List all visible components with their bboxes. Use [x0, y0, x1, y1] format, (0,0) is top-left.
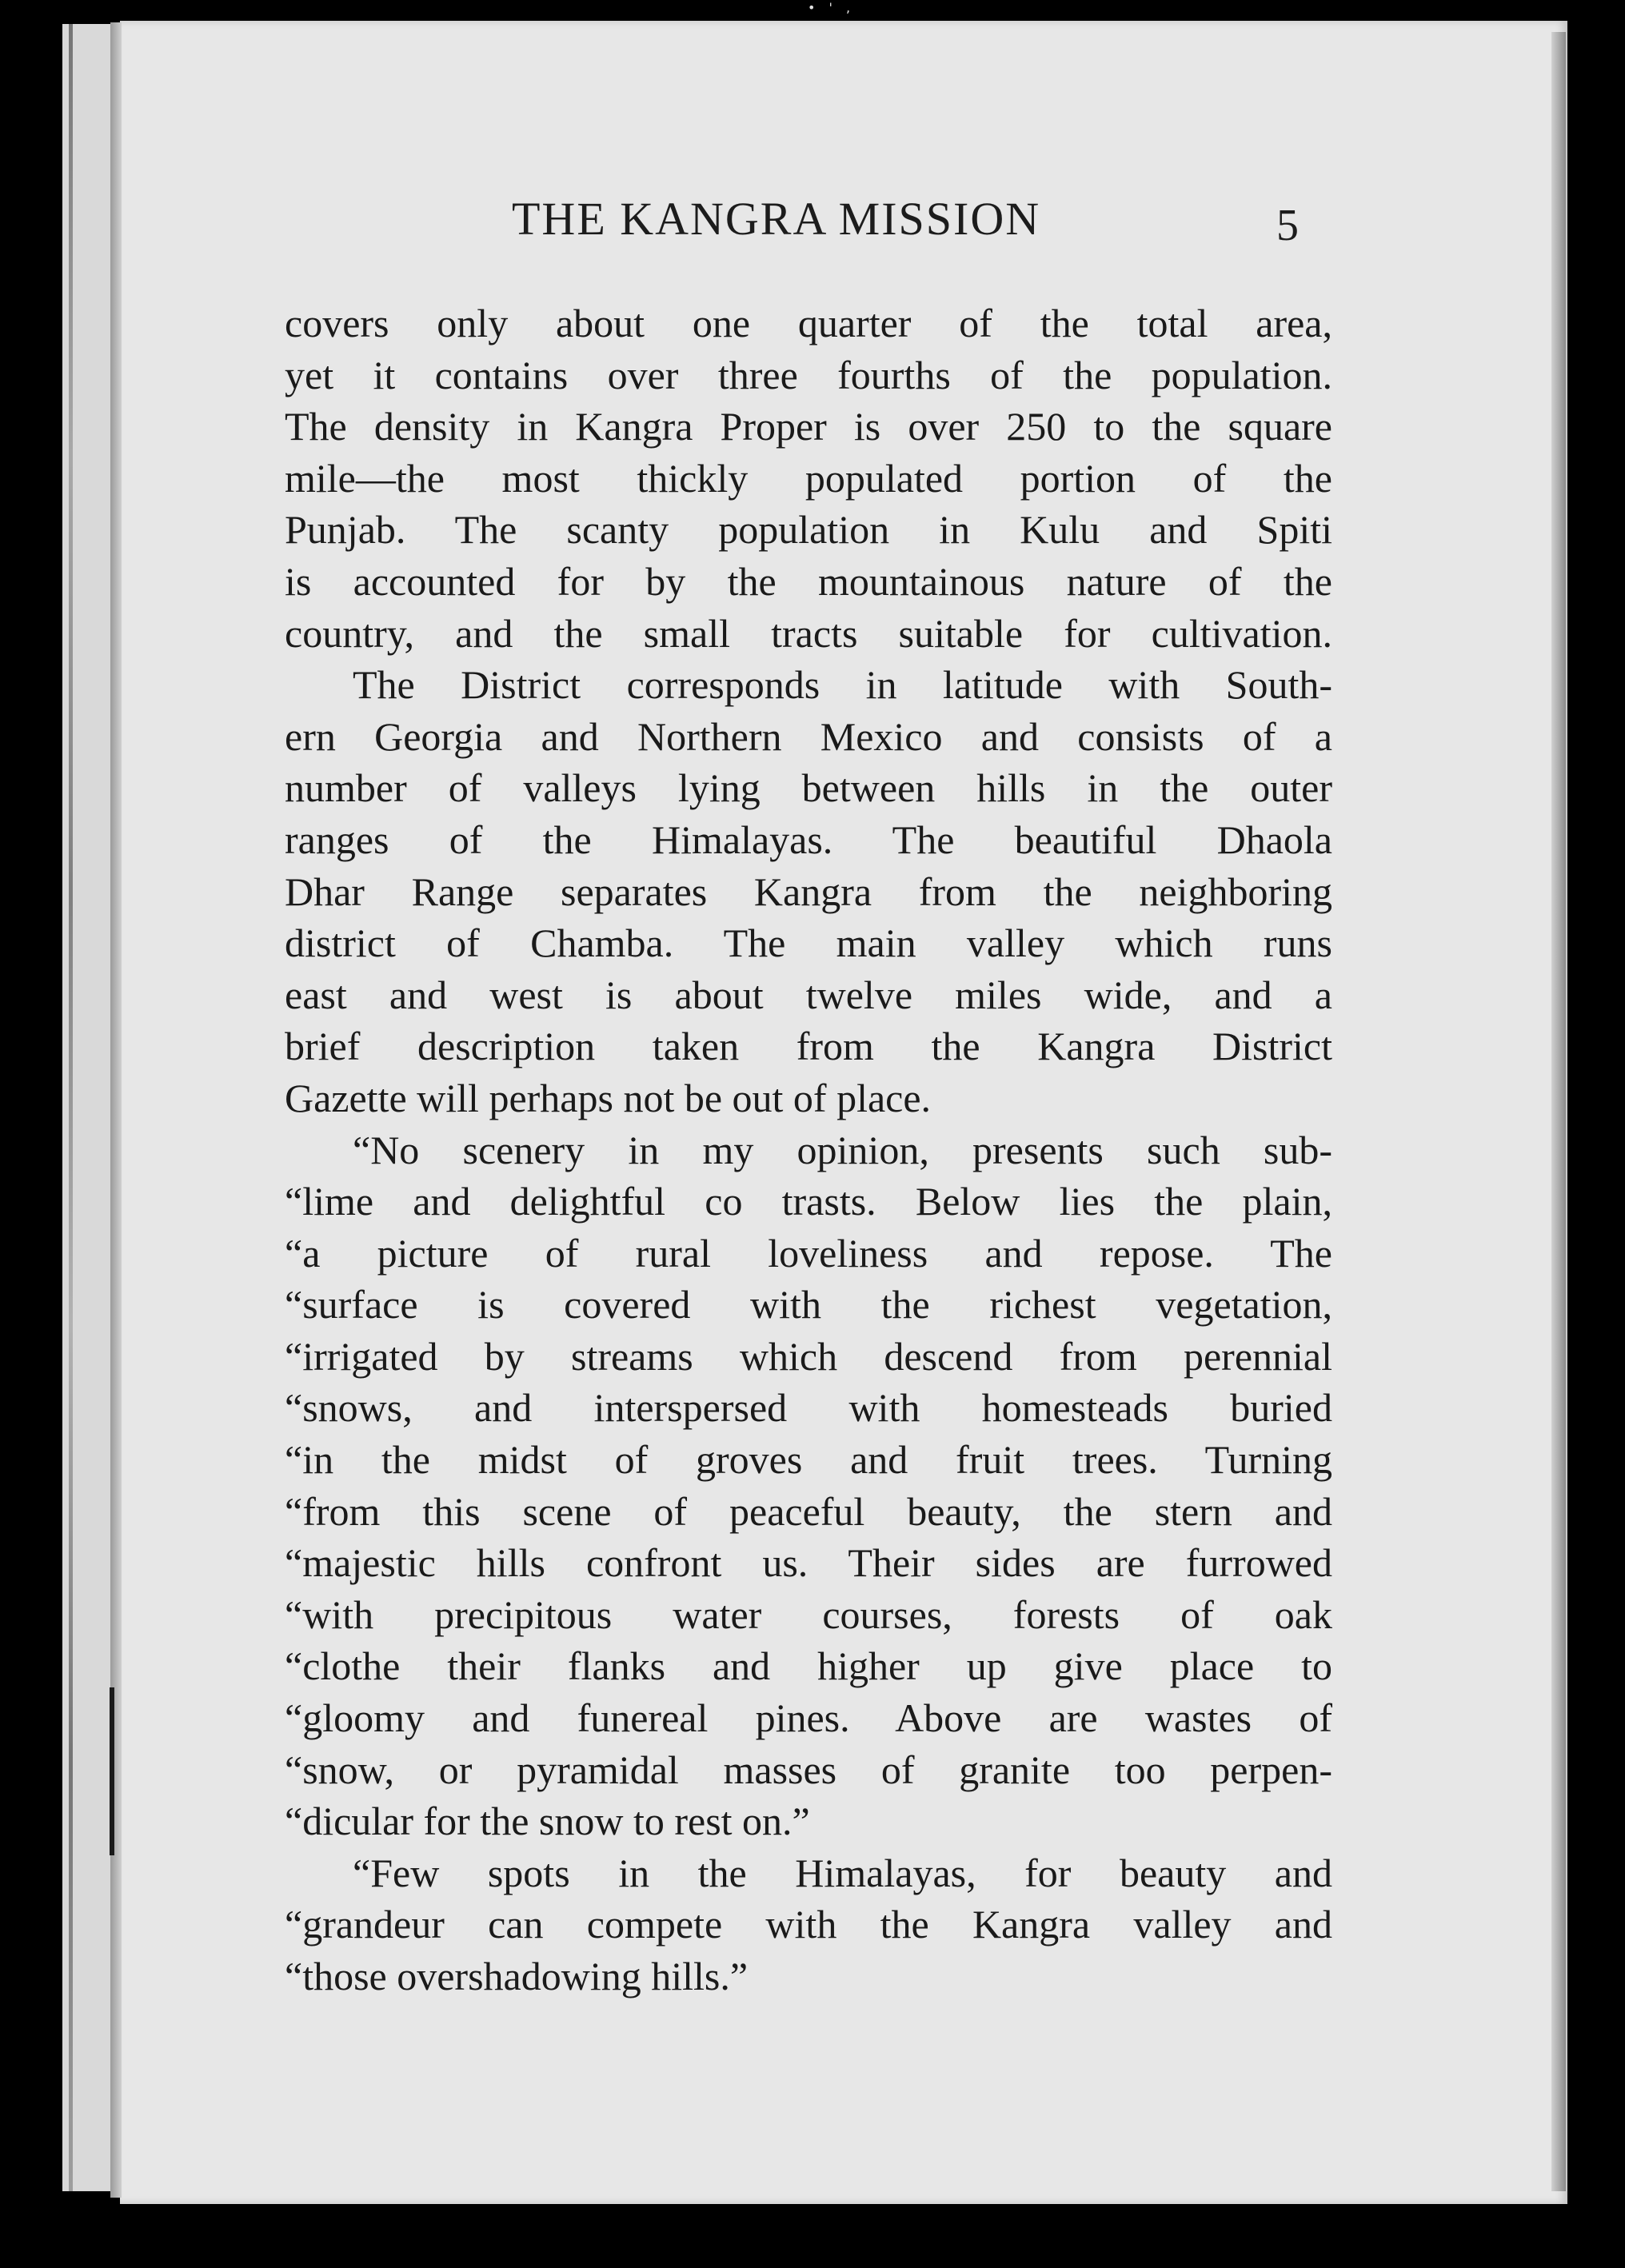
page-gutter — [110, 22, 122, 2198]
text-line: covers only about one quarter of the total area, — [285, 301, 1332, 345]
page-number: 5 — [1276, 201, 1299, 250]
text-line: Punjab. The scanty population in Kulu and Spiti — [285, 507, 1332, 553]
running-head: THE KANGRA MISSION — [512, 193, 1041, 245]
paragraph — [285, 297, 1332, 659]
text-line: “surface is covered with the richest vegetation, — [285, 1282, 1332, 1328]
text-line: “No scenery in my opinion, presents such sub- — [353, 1127, 1332, 1172]
top-edge-specks: • ' , — [808, 0, 856, 15]
text-line: Dhar Range separates Kangra from the neighboring — [285, 868, 1332, 914]
quotation-paragraph — [285, 1124, 1332, 1847]
text-line: “lime and delightful co trasts. Below lies the plain, — [285, 1179, 1332, 1224]
body-text — [285, 297, 1332, 2002]
text-line: country, and the small tracts suitable for cultivation. — [285, 610, 1332, 656]
spine-mark — [110, 1687, 114, 1855]
text-line: is accounted for by the mountainous nature of the — [285, 558, 1332, 604]
text-line: “in the midst of groves and fruit trees. Turning — [285, 1437, 1332, 1483]
paragraph — [285, 659, 1332, 1124]
page-right-edge — [1551, 32, 1566, 2191]
text-line: “a picture of rural loveliness and repose. The — [285, 1230, 1332, 1276]
text-line: district of Chamba. The main valley which runs — [285, 920, 1332, 966]
text-line: “from this scene of peaceful beauty, the stern and — [285, 1488, 1332, 1534]
text-line: “those overshadowing hills.” — [285, 1954, 749, 1998]
text-line: “dicular for the snow to rest on.” — [285, 1799, 810, 1844]
text-line: east and west is about twelve miles wide, and a — [285, 972, 1332, 1017]
text-line: “snow, or pyramidal masses of granite too perpen- — [285, 1747, 1332, 1792]
text-line: “snows, and interspersed with homesteads buried — [285, 1385, 1332, 1431]
text-line: Gazette will perhaps not be out of place. — [285, 1075, 932, 1120]
text-line: The District corresponds in latitude with South- — [353, 662, 1332, 708]
text-line: yet it contains over three fourths of the population. — [285, 352, 1332, 397]
text-line: “irrigated by streams which descend from perennial — [285, 1333, 1332, 1379]
text-line: ern Georgia and Northern Mexico and consists of a — [285, 713, 1332, 759]
text-line: “Few spots in the Himalayas, for beauty and — [353, 1850, 1332, 1895]
text-line: brief description taken from the Kangra District — [285, 1024, 1332, 1069]
text-line: “with precipitous water courses, forests of oak — [285, 1591, 1332, 1637]
text-line: “gloomy and funereal pines. Above are wastes of — [285, 1695, 1332, 1741]
text-line: “grandeur can compete with the Kangra valley and — [285, 1902, 1332, 1947]
quotation-paragraph — [285, 1847, 1332, 2002]
text-line: “majestic hills confront us. Their sides are furrowed — [285, 1540, 1332, 1586]
text-line: number of valleys lying between hills in the outer — [285, 765, 1332, 811]
text-line: mile—the most thickly populated portion of the — [285, 455, 1332, 501]
text-line: ranges of the Himalayas. The beautiful Dhaola — [285, 817, 1332, 862]
text-line: The density in Kangra Proper is over 250 to the square — [285, 404, 1332, 449]
text-line: “clothe their flanks and higher up give place to — [285, 1643, 1332, 1689]
